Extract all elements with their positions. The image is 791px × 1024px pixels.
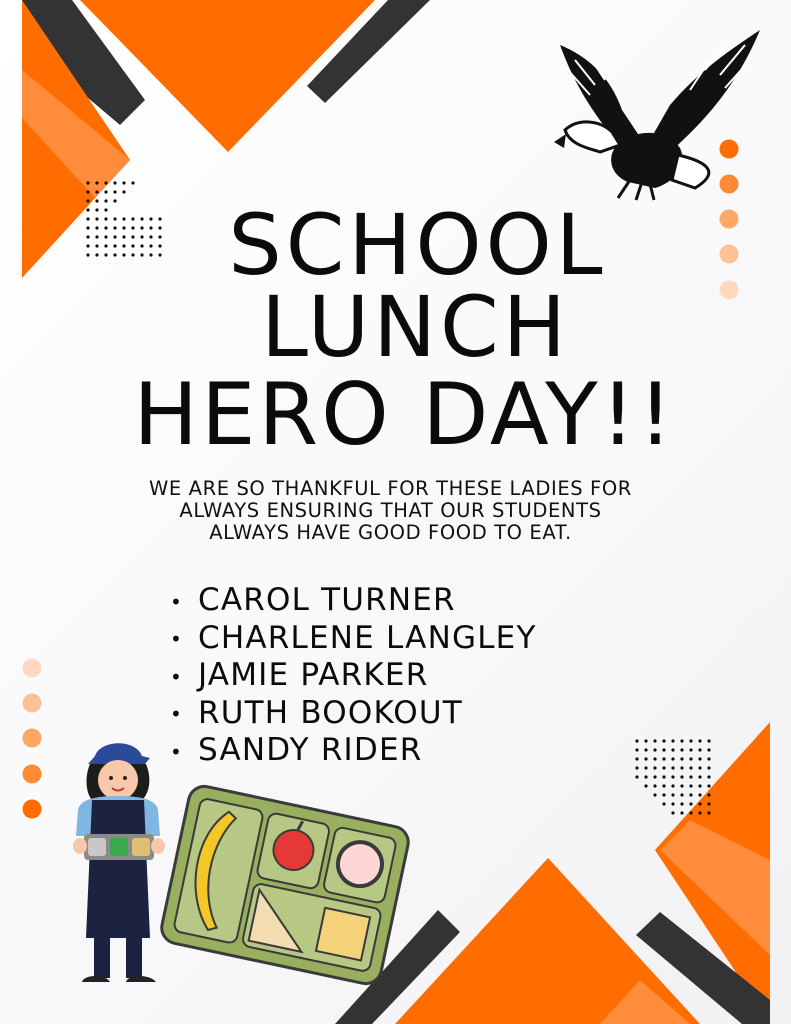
grid-dot [680, 793, 683, 796]
name-text: SANDY RIDER [198, 732, 423, 768]
grid-dot [653, 748, 656, 751]
grid-dot [698, 739, 701, 742]
grid-dot [671, 748, 674, 751]
grid-dot [689, 775, 692, 778]
grid-dot [644, 775, 647, 778]
grid-dot [95, 190, 98, 193]
subtitle-line: ALWAYS ENSURING THAT OUR STUDENTS [179, 499, 602, 522]
title-line-3: HERO DAY!! [133, 365, 676, 465]
grid-dot [680, 766, 683, 769]
grid-dot [689, 757, 692, 760]
name-text: RUTH BOOKOUT [198, 694, 463, 731]
grid-dot [662, 757, 665, 760]
lunch-tray-icon [159, 783, 411, 986]
grid-dot [122, 190, 125, 193]
grid-dot [122, 181, 125, 184]
grid-dot [707, 784, 710, 787]
grid-dot [653, 757, 656, 760]
grid-dot [707, 793, 710, 796]
grid-dot [635, 775, 638, 778]
grid-dot [662, 775, 665, 778]
circles-left [23, 659, 42, 819]
grid-dot [698, 811, 701, 814]
grid-dot [671, 775, 674, 778]
bullet: • [170, 702, 183, 726]
grid-dot [653, 775, 656, 778]
grid-dot [671, 784, 674, 787]
grid-dot [662, 748, 665, 751]
grid-dot [680, 802, 683, 805]
lunch-lady-icon [73, 743, 165, 982]
grid-dot [671, 811, 674, 814]
grid-dot [698, 793, 701, 796]
grid-dot [698, 775, 701, 778]
grid-dot [635, 748, 638, 751]
grid-dot [680, 748, 683, 751]
list-item [170, 582, 537, 620]
grid-dot [662, 802, 665, 805]
grid-dot [662, 766, 665, 769]
grid-dot [707, 748, 710, 751]
grid-dot [653, 739, 656, 742]
grid-dot [689, 739, 692, 742]
grid-dot [644, 766, 647, 769]
grid-dot [113, 181, 116, 184]
bullet: • [170, 664, 183, 689]
title-line-1: SCHOOL [228, 196, 607, 294]
subtitle [30, 478, 751, 544]
bullet: • [170, 589, 183, 614]
grid-dot [707, 766, 710, 769]
grid-dot [671, 739, 674, 742]
grid-dot [131, 181, 134, 184]
grid-dot [662, 739, 665, 742]
grid-dot [689, 766, 692, 769]
grid-dot [680, 811, 683, 814]
grid-dot [644, 784, 647, 787]
grid-dot [104, 181, 107, 184]
grid-dot [95, 181, 98, 184]
title-line-2: LUNCH [261, 278, 570, 376]
grid-dot [680, 775, 683, 778]
bullet: • [170, 627, 183, 651]
name-list [170, 582, 537, 770]
name-text: JAMIE PARKER [198, 657, 429, 693]
grid-dot [707, 811, 710, 814]
grid-dot [698, 748, 701, 751]
grid-dot [635, 766, 638, 769]
name-text: CAROL TURNER [198, 582, 456, 618]
grid-dot [698, 757, 701, 760]
grid-dot [635, 757, 638, 760]
grid-dot [671, 802, 674, 805]
grid-dot [662, 793, 665, 796]
subtitle-line: WE ARE SO THANKFUL FOR THESE LADIES FOR [149, 477, 632, 500]
grid-dot [689, 793, 692, 796]
grid-dot [680, 739, 683, 742]
grid-dot [680, 784, 683, 787]
dot-grid-right [635, 739, 710, 814]
grid-dot [671, 793, 674, 796]
grid-dot [707, 775, 710, 778]
list-item [170, 620, 537, 658]
name-text: CHARLENE LANGLEY [198, 619, 537, 656]
grid-dot [689, 811, 692, 814]
grid-dot [653, 784, 656, 787]
grid-dot [86, 190, 89, 193]
grid-dot [698, 766, 701, 769]
grid-dot [707, 739, 710, 742]
grid-dot [689, 784, 692, 787]
grid-dot [689, 748, 692, 751]
grid-dot [104, 190, 107, 193]
grid-dot [698, 802, 701, 805]
grid-dot [113, 190, 116, 193]
grid-dot [653, 766, 656, 769]
grid-dot [635, 739, 638, 742]
eagle-icon [554, 30, 760, 200]
list-item [170, 695, 537, 733]
list-item [170, 732, 537, 770]
grid-dot [671, 757, 674, 760]
grid-dot [653, 793, 656, 796]
grid-dot [671, 766, 674, 769]
grid-dot [644, 748, 647, 751]
grid-dot [86, 181, 89, 184]
grid-dot [644, 739, 647, 742]
bullet: • [170, 739, 183, 764]
subtitle-line: ALWAYS HAVE GOOD FOOD TO EAT. [209, 521, 572, 544]
grid-dot [689, 802, 692, 805]
grid-dot [662, 784, 665, 787]
list-item [170, 657, 537, 695]
grid-dot [698, 784, 701, 787]
grid-dot [707, 802, 710, 805]
grid-dot [707, 757, 710, 760]
grid-dot [680, 757, 683, 760]
grid-dot [644, 757, 647, 760]
